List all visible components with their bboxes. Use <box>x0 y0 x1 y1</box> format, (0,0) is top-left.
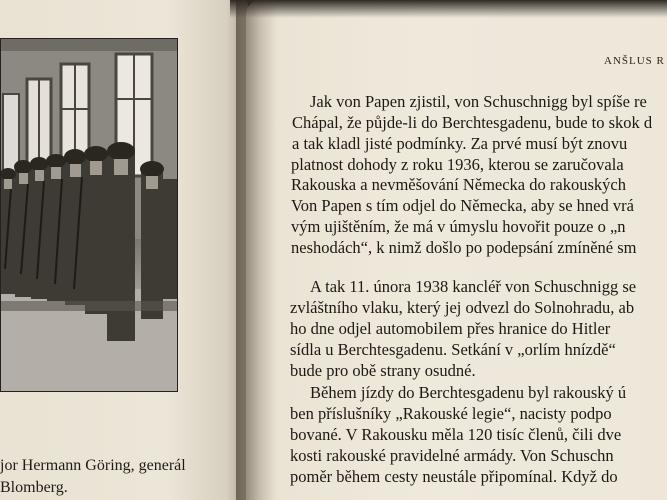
text-line: neshodách“, k nimž došlo po podepsání zmíněné sm <box>291 238 637 257</box>
text-line: poměr během cesty neustále připomínal. Když do <box>290 467 618 486</box>
caption-line: jor Hermann Göring, generál <box>0 457 186 474</box>
caption-line: Blomberg. <box>0 479 68 496</box>
text-line: A tak 11. února 1938 kancléř von Schuschnigg se <box>310 277 637 296</box>
text-line: a tak kladl jisté podmínky. Za prvé musí být znovu <box>292 134 628 153</box>
text-line: kosti rakouské pravidelné armády. Von Schuschn <box>290 446 614 465</box>
text-line: bude pro obě strany osudné. <box>290 361 476 380</box>
text-line: Jak von Papen zjistil, von Schuschnigg byl spíše re <box>310 92 647 111</box>
running-head: ANŠLUS R <box>604 55 665 67</box>
text-line: sídla u Berchtesgadenu. Setkání v „orlím hnízdě“ <box>290 340 616 359</box>
text-line: Von Papen s tím odjel do Německa, aby se hned vrá <box>291 196 634 215</box>
text-line: zvláštního vlaku, který jej odvezl do Solnohradu, ab <box>290 298 635 317</box>
text-line: ho dne odjel automobilem přes hranice do Hitler <box>290 319 611 338</box>
text-line: platnost dohody z roku 1936, kterou se zaručovala <box>291 155 624 174</box>
text-line: bované. V Rakousku měla 120 tisíc členů, čili dve <box>290 425 622 444</box>
text-line: Během jízdy do Berchtesgadenu byl rakouský ú <box>310 383 627 402</box>
text-line: Chápal, že půjde-li do Berchtesgadenu, bude to skok d <box>292 113 653 132</box>
text-line: Rakouska a nevměšování Německa do rakouských <box>291 175 626 194</box>
text-line: vým ujištěním, že má v úmyslu hovořit pouze o „n <box>291 217 626 236</box>
text-line: ben příslušníky „Rakouské legie“, nacisty podpo <box>290 404 612 423</box>
